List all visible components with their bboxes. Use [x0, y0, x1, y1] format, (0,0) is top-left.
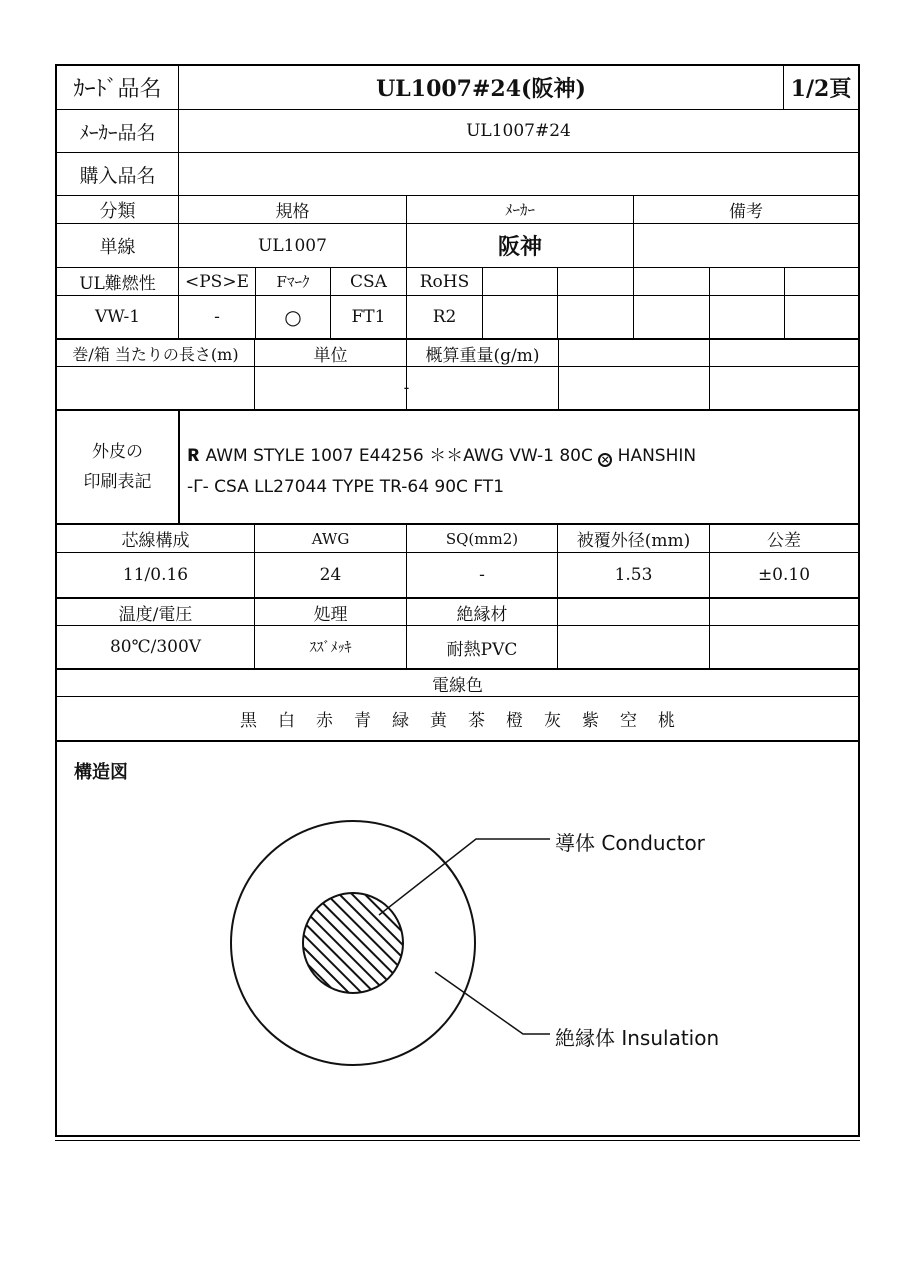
- insulation-label: 絶縁体 Insulation: [555, 1026, 720, 1050]
- conductor-leader-line: [379, 839, 550, 915]
- cert-header-rohs: RoHS: [419, 271, 470, 292]
- cert-header-f-mark: Fﾏｰｸ: [276, 273, 310, 291]
- insulation-material-header: 絶縁材: [456, 604, 508, 625]
- cert-value-pse: -: [214, 307, 220, 327]
- weight-label: 概算重量(g/m): [425, 345, 540, 366]
- outer-diameter-header: 被覆外径(mm): [576, 531, 691, 551]
- marking-label-line1: 外皮の: [92, 442, 143, 462]
- wire-color: 黒: [240, 711, 257, 731]
- category-value: 単線: [99, 236, 136, 258]
- temp-voltage-value: 80℃/300V: [109, 637, 202, 657]
- marking-line-2: -Γ- CSA LL27044 TYPE TR-64 90C FT1: [187, 477, 505, 497]
- conductor-label: 導体 Conductor: [555, 831, 705, 855]
- tolerance-value: ±0.10: [757, 565, 811, 585]
- wire-color: 赤: [316, 711, 333, 731]
- sq-header: SQ(mm2): [445, 529, 519, 548]
- purchase-name-label: 購入品名: [79, 164, 156, 187]
- cert-value-rohs: R2: [432, 307, 457, 327]
- wire-color: 黄: [430, 711, 447, 731]
- wire-color-label: 電線色: [432, 675, 483, 696]
- cert-header-csa: CSA: [350, 271, 387, 292]
- maker-name-value: UL1007#24: [466, 121, 571, 141]
- awg-header: AWG: [311, 529, 350, 548]
- wire-color: 桃: [658, 711, 675, 731]
- standard-header: 規格: [275, 202, 310, 222]
- wire-color: 白: [278, 711, 295, 731]
- treatment-header: 処理: [313, 604, 348, 625]
- cable-cross-section-diagram: [57, 66, 858, 1135]
- category-header: 分類: [99, 200, 136, 222]
- unit-weight-value: -: [403, 378, 410, 398]
- x-circle-icon: ×: [598, 453, 612, 467]
- sq-value: -: [479, 565, 485, 585]
- structure-title: 構造図: [74, 762, 128, 783]
- wire-color: 空: [620, 711, 637, 731]
- cert-value-csa: FT1: [351, 307, 386, 327]
- tolerance-header: 公差: [767, 531, 801, 551]
- wire-color: 橙: [506, 711, 523, 731]
- treatment-value: ｽｽﾞﾒｯｷ: [309, 640, 352, 656]
- outer-diameter-value: 1.53: [614, 565, 653, 585]
- remarks-header: 備考: [729, 202, 763, 222]
- marking-label-line2: 印刷表記: [83, 472, 152, 492]
- card-name-label: ｶｰﾄﾞ品名: [73, 77, 162, 102]
- spec-sheet: [55, 64, 860, 1137]
- strand-value: 11/0.16: [122, 565, 189, 585]
- wire-color: 緑: [392, 711, 409, 731]
- marking-line-1: Я AWM STYLE 1007 E44256 ＊＊AWG VW-1 80C × HANSHIN: [187, 446, 697, 466]
- insulation-leader-line: [435, 972, 550, 1034]
- unit-label: 単位: [313, 345, 348, 366]
- cert-value-f-mark: ○: [284, 305, 302, 329]
- card-name-value: UL1007#24(阪神): [376, 76, 586, 102]
- standard-value: UL1007: [258, 235, 327, 256]
- cert-header-pse: <PS>E: [185, 271, 249, 292]
- page-indicator: 1/2頁: [790, 76, 852, 102]
- maker-value: 阪神: [497, 234, 542, 260]
- cert-value-flame: VW-1: [94, 307, 141, 327]
- cert-header-flame: UL難燃性: [79, 274, 156, 294]
- wire-color: 灰: [544, 711, 561, 731]
- awg-value: 24: [319, 565, 342, 585]
- insulation-material-value: 耐熱PVC: [446, 639, 518, 660]
- wire-color: 青: [354, 711, 371, 731]
- maker-header: ﾒｰｶｰ: [504, 201, 535, 219]
- temp-voltage-header: 温度/電圧: [118, 604, 193, 625]
- wire-color: 紫: [582, 711, 599, 731]
- maker-name-label: ﾒｰｶｰ品名: [79, 121, 156, 144]
- length-per-reel-label: 巻/箱 当たりの長さ(m): [72, 344, 239, 364]
- wire-color: 茶: [468, 711, 485, 731]
- ur-recognized-icon: Я: [187, 446, 201, 466]
- strand-header: 芯線構成: [121, 531, 190, 551]
